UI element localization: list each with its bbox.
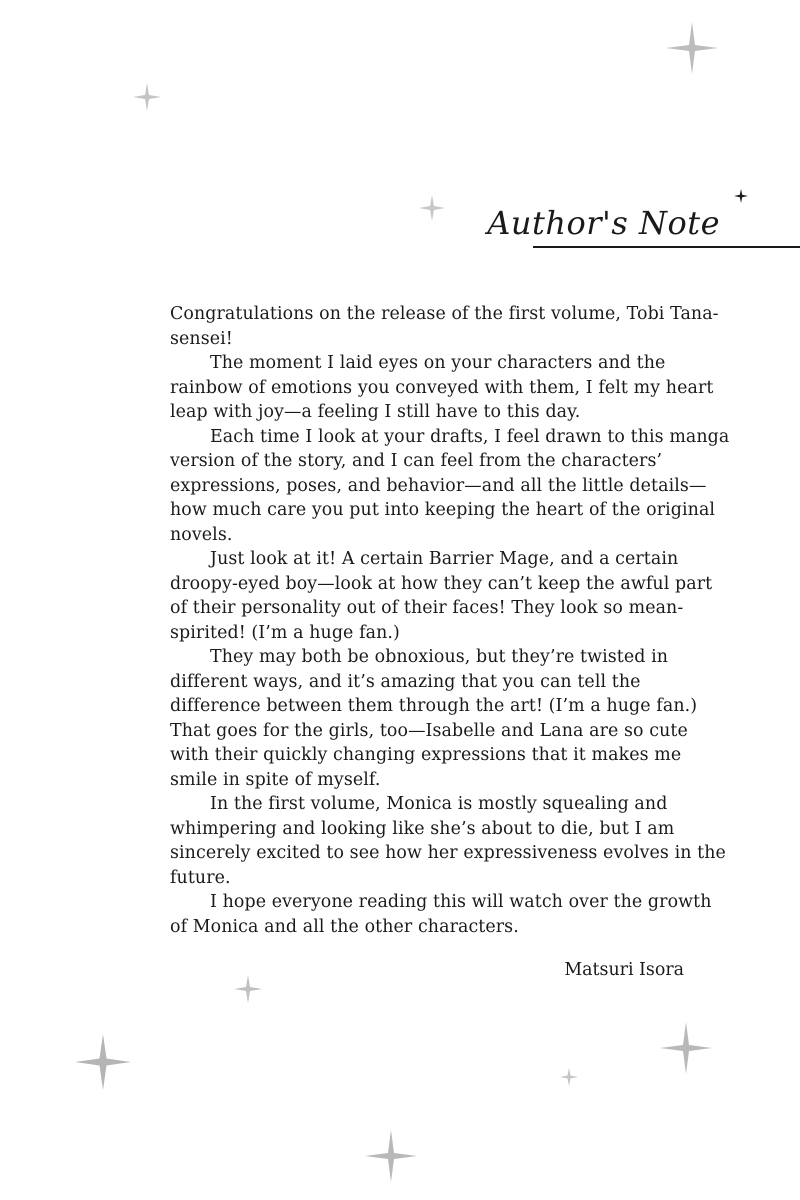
paragraph: In the first volume, Monica is mostly squealing and whimpering and looking like she’s about to die, but I am sincerely excited to see how her expressiveness evolves in the future. — [170, 794, 726, 888]
paragraph: I hope everyone reading this will watch over the growth of Monica and all the other characters. — [170, 892, 712, 937]
sparkle-icon — [233, 974, 263, 1004]
sparkle-icon — [132, 82, 162, 112]
paragraph: Each time I look at your drafts, I feel drawn to this manga version of the story, and I can feel from the characters’ expressions, poses, and behavior—and all the little details—how much care you put into keeping the heart of the original novels. — [170, 426, 730, 545]
paragraph: Just look at it! A certain Barrier Mage, and a certain droopy-eyed boy—look at how they can’t keep the awful part of their personality out of their faces! They look so mean-spirited! (I’m a huge fan.) — [170, 549, 713, 643]
title-underline — [533, 246, 800, 248]
sparkle-icon — [559, 1067, 579, 1087]
sparkle-icon — [418, 194, 446, 222]
note-body — [170, 302, 730, 939]
sparkle-icon — [363, 1128, 419, 1184]
page-title: Author's Note — [487, 204, 720, 242]
author-signature: Matsuri Isora — [564, 960, 684, 980]
sparkle-icon — [73, 1032, 133, 1092]
sparkle-icon — [658, 1020, 714, 1076]
sparkle-icon — [664, 20, 720, 76]
paragraph: They may both be obnoxious, but they’re twisted in different ways, and it’s amazing that you can tell the difference between them through the art! (I’m a huge fan.) That goes for the girls, too—Isabelle and Lana are so cute with their quickly changing expressions that it makes me smile in spite of myself. — [170, 647, 698, 790]
paragraph: Congratulations on the release of the first volume, Tobi Tana-sensei! — [170, 304, 719, 349]
star-icon — [733, 188, 749, 204]
title-block — [487, 186, 800, 248]
paragraph: The moment I laid eyes on your characters and the rainbow of emotions you conveyed with them, I felt my heart leap with joy—a feeling I still have to this day. — [170, 353, 714, 422]
